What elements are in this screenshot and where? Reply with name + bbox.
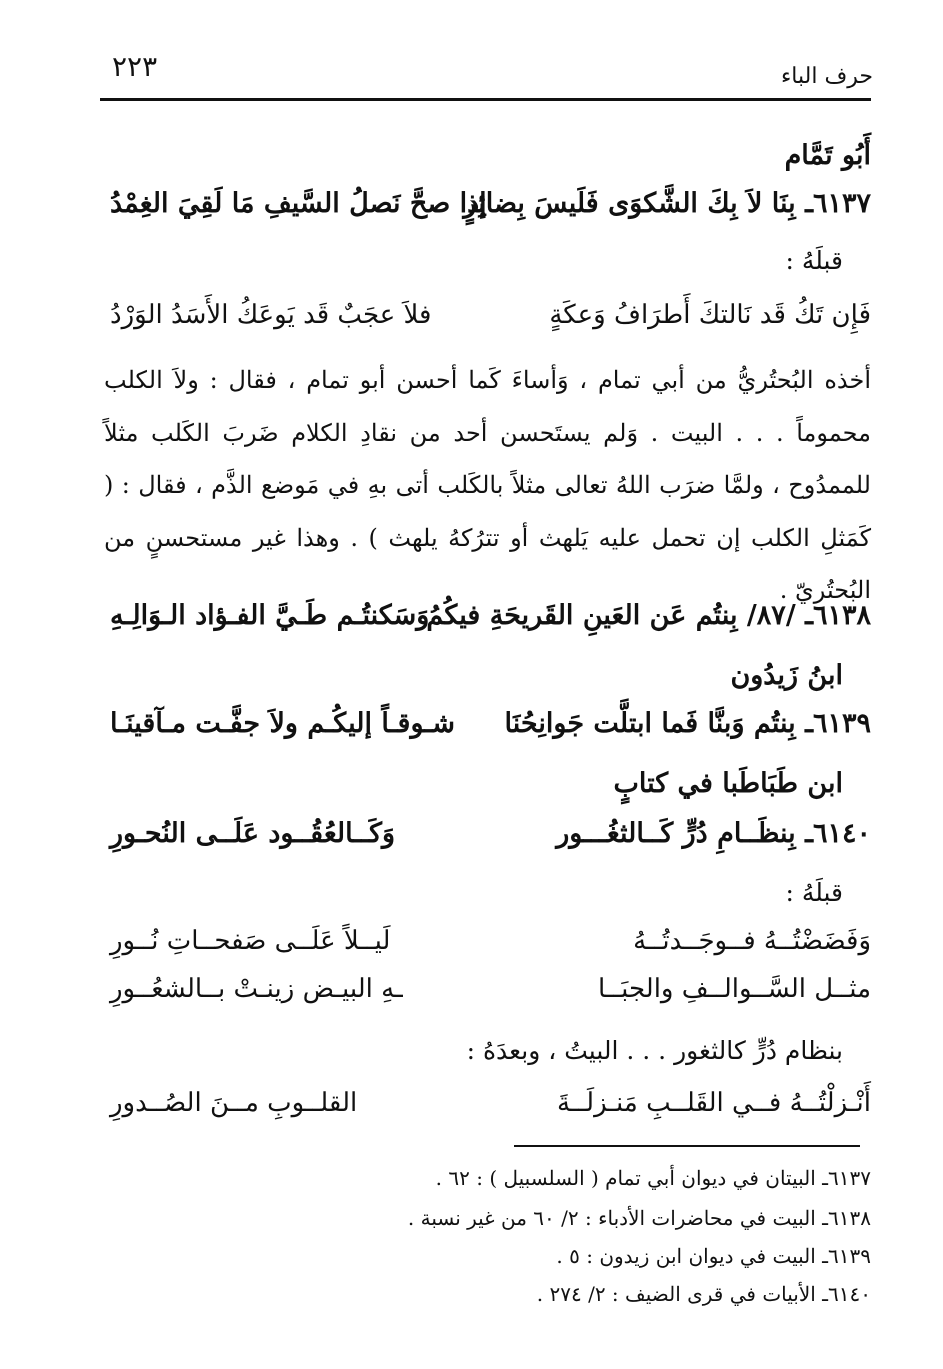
- verse-6140-second: وَكَــالعُقُــود عَلَــى النُحـورِ: [110, 818, 396, 849]
- footnote: ٦١٣٩ـ البيت في ديوان ابن زيدون : ٥ .: [556, 1244, 871, 1268]
- chapter-title: حرف الباء: [780, 64, 873, 89]
- before-label: قبلَهُ :: [785, 878, 843, 907]
- after-label: بنظام دُرٍّ كالثغور . . . البيتُ ، وبعدَهُ :: [466, 1036, 843, 1065]
- verse-6139-second: شـوقـاً إليكُـم ولاَ جفَّـت مـآقينَـا: [110, 708, 455, 739]
- footnote: ٦١٣٧ـ البيتان في ديوان أبي تمام ( السلسبيل ) : ٦٢ .: [435, 1166, 871, 1190]
- page-number: ٢٢٣: [112, 50, 158, 83]
- footnote-rule: [514, 1145, 860, 1147]
- verse-6137-first: ٦١٣٧ـ بِنَا لاَ بِكَ الشَّكوَى فَلَيسَ بِضائِرٍ: [463, 188, 871, 219]
- verse-6138-first: ٦١٣٨ـ /٨٧/ بِنتُم عَن العَينِ القَريحَةِ فيكُمُ: [426, 600, 871, 631]
- footnote: ٦١٤٠ـ الأبيات في قرى الضيف : ٢/ ٢٧٤ .: [536, 1282, 871, 1306]
- after-verse-second: القلــوبِ مــنَ الصُــدورِ: [110, 1088, 358, 1118]
- verse-6138-second: وَسَكنتُـم طَـيَّ الفـؤاد الـوَالِـهِ: [110, 600, 430, 631]
- verse-6140-first: ٦١٤٠ـ بِنظَــامِ دُرٍّ كَــالثغُـــور: [556, 818, 871, 849]
- after-verse-first: أَنْـزلْتُــهُ فــي القَلــبِ مَنـزلَــةَ: [557, 1088, 871, 1118]
- before-verse-first: فَإِن تَكُ قَد نَالتكَ أَطرَافُ وَعكَةٍ: [549, 300, 871, 330]
- footnote: ٦١٣٨ـ البيت في محاضرات الأدباء : ٢/ ٦٠ من غير نسبة .: [407, 1206, 871, 1230]
- before-verse-1-first: وَفَضَضْتُــهُ فــوجَــدتُــهُ: [633, 926, 871, 956]
- poet-name: ابنُ زَيدُون: [730, 660, 843, 691]
- before-verse-2-second: ـهِ البيـض زينـتْ بــالشعُــورِ: [110, 974, 403, 1004]
- before-verse-1-second: لَيــلاً عَلَــى صَفحــاتِ نُــورِ: [110, 926, 391, 956]
- before-verse-2-first: مثــل السَّــوالــفِ والجبَــا: [597, 974, 871, 1004]
- verse-6139-first: ٦١٣٩ـ بِنتُم وَبنَّا فَما ابتلَّت جَوانِحُنَا: [504, 708, 871, 739]
- commentary-paragraph: أخذه البُحتُريُّ من أبي تمام ، وَأساءَ كَما أحسن أبو تمام ، فقال : ولاَ الكلب محموماً . . . البيت . وَلم يستَحسن أحد من نقادِ الكلام ضَربَ الكَلب مثلاً للممدُوح ، ولمَّا ضرَب اللهُ تعالى مثلاً بالكَلب أتى بهِ في مَوضع الذَّم ، فقال : ( كَمَثلِ الكلب إن تحمل عليه يَلهث أو تترُكهُ يلهث ) . وهذا غير مستحسنٍ من البُحتُريّ .: [104, 366, 871, 604]
- poet-name: ابن طَبَاطَبا في كتابٍ: [613, 768, 843, 799]
- poet-name: أَبُو تَمَّام: [784, 140, 871, 171]
- before-label: قبلَهُ :: [785, 246, 843, 275]
- verse-6137-second: إذا صحَّ نَصلُ السَّيفِ مَا لَقِيَ الغِمْدُ: [110, 188, 487, 219]
- before-verse-second: فلاَ عجَبٌ قَد يَوعَكُ الأَسَدُ الوَرْدُ: [110, 300, 432, 330]
- header-rule: [100, 98, 871, 101]
